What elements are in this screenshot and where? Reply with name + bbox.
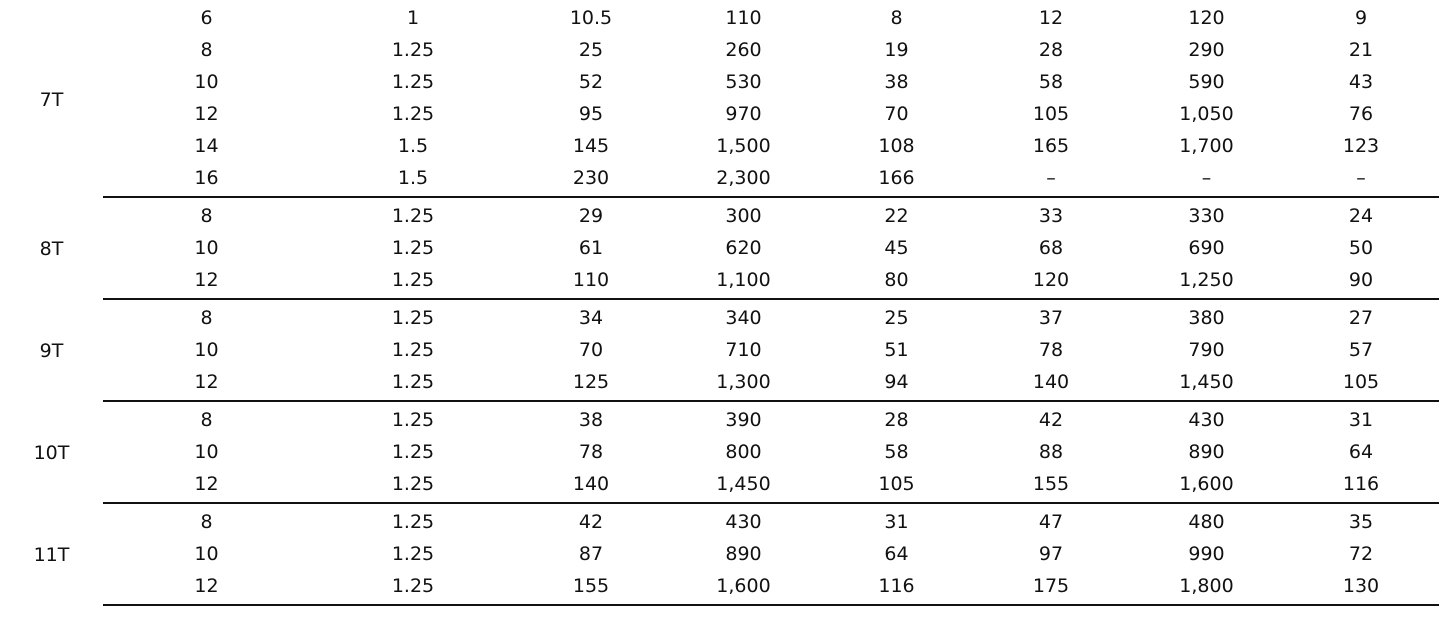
hex-torque-kgfcm-cell: 1,500 <box>716 135 771 157</box>
hex-torque-nm-cell: 29 <box>578 205 604 227</box>
hex-torque-ftlbf-cell: 31 <box>884 511 909 533</box>
hex-torque-nm-cell: 87 <box>578 543 604 565</box>
flange-torque-kgfcm-cell: 990 <box>1188 543 1225 565</box>
diameter-cell: 8 <box>200 39 213 61</box>
pitch-cell: 1.25 <box>310 468 516 503</box>
flange-torque-kgfcm-cell: 380 <box>1188 307 1225 329</box>
hex-torque-kgfcm-cell: 710 <box>725 339 762 361</box>
pitch-cell: 1.25 <box>391 39 435 61</box>
bolt-class-label: 9T <box>39 340 64 362</box>
hex-torque-ftlbf-cell: 94 <box>821 366 972 401</box>
flange-torque-nm-cell: 97 <box>1038 543 1064 565</box>
hex-torque-nm-cell: 78 <box>578 441 604 463</box>
pitch-cell: 1.5 <box>310 162 516 197</box>
flange-torque-nm-cell: 175 <box>972 570 1130 605</box>
flange-torque-kgfcm-cell: 1,450 <box>1130 366 1283 401</box>
diameter-cell: 12 <box>103 570 310 605</box>
hex-torque-ftlbf-cell: 116 <box>821 570 972 605</box>
pitch-cell: 1.25 <box>391 339 435 361</box>
flange-torque-nm-cell: 165 <box>1032 135 1070 157</box>
table-row <box>0 66 1439 98</box>
flange-torque-nm-cell: – <box>972 162 1130 197</box>
flange-torque-nm-cell: 88 <box>1038 441 1064 463</box>
diameter-cell: 8 <box>200 307 213 329</box>
table-row <box>0 538 1439 570</box>
hex-torque-nm-cell: 145 <box>572 135 610 157</box>
hex-torque-ftlbf-cell: 58 <box>884 441 909 463</box>
hex-torque-ftlbf-cell: 45 <box>884 237 909 259</box>
hex-torque-kgfcm-cell: 430 <box>725 511 762 533</box>
pitch-cell: 1.25 <box>391 103 435 125</box>
hex-torque-ftlbf-cell: 166 <box>821 162 972 197</box>
flange-torque-nm-cell: 78 <box>1038 339 1064 361</box>
table-row <box>0 197 1439 232</box>
flange-torque-ftlbf-cell: 24 <box>1348 205 1374 227</box>
hex-torque-nm-cell: 230 <box>516 162 666 197</box>
pitch-cell: 1.25 <box>391 237 435 259</box>
hex-torque-kgfcm-cell: 890 <box>725 543 762 565</box>
table-row <box>0 503 1439 538</box>
hex-torque-kgfcm-cell: 970 <box>725 103 762 125</box>
table-row <box>0 232 1439 264</box>
hex-torque-nm-cell: 140 <box>516 468 666 503</box>
diameter-cell: 10 <box>194 71 219 93</box>
flange-torque-kgfcm-cell: 1,250 <box>1130 264 1283 299</box>
bolt-class-group <box>0 299 1439 401</box>
diameter-cell: 12 <box>103 366 310 401</box>
flange-torque-kgfcm-cell: 890 <box>1188 441 1225 463</box>
hex-torque-nm-cell: 10.5 <box>569 7 613 29</box>
hex-torque-nm-cell: 155 <box>516 570 666 605</box>
bolt-class-label: 11T <box>33 544 70 566</box>
hex-torque-kgfcm-cell: 110 <box>725 7 762 29</box>
flange-torque-ftlbf-cell: 123 <box>1342 135 1380 157</box>
flange-torque-ftlbf-cell: 21 <box>1348 39 1374 61</box>
hex-torque-nm-cell: 70 <box>578 339 604 361</box>
diameter-cell: 8 <box>200 511 213 533</box>
hex-torque-nm-cell: 52 <box>578 71 604 93</box>
table-row <box>0 401 1439 436</box>
flange-torque-nm-cell: 37 <box>1038 307 1064 329</box>
flange-torque-kgfcm-cell: 590 <box>1188 71 1225 93</box>
diameter-cell: 10 <box>194 237 219 259</box>
flange-torque-ftlbf-cell: 43 <box>1348 71 1374 93</box>
flange-torque-ftlbf-cell: – <box>1283 162 1439 197</box>
table-row <box>0 98 1439 130</box>
flange-torque-ftlbf-cell: 64 <box>1348 441 1374 463</box>
table-row <box>0 468 1439 503</box>
hex-torque-kgfcm-cell: 390 <box>725 409 762 431</box>
hex-torque-ftlbf-cell: 38 <box>884 71 909 93</box>
table-row <box>0 299 1439 334</box>
hex-torque-ftlbf-cell: 22 <box>884 205 909 227</box>
flange-torque-ftlbf-cell: 105 <box>1283 366 1439 401</box>
flange-torque-ftlbf-cell: 116 <box>1283 468 1439 503</box>
flange-torque-kgfcm-cell: 1,050 <box>1179 103 1234 125</box>
flange-torque-nm-cell: 58 <box>1038 71 1064 93</box>
diameter-cell: 6 <box>200 7 213 29</box>
hex-torque-ftlbf-cell: 105 <box>821 468 972 503</box>
bolt-class-label: 8T <box>39 238 64 260</box>
flange-torque-nm-cell: 140 <box>972 366 1130 401</box>
flange-torque-ftlbf-cell: 76 <box>1348 103 1374 125</box>
flange-torque-ftlbf-cell: 31 <box>1348 409 1374 431</box>
table-row <box>0 0 1439 34</box>
bolt-class-group <box>0 401 1439 503</box>
bolt-class-group <box>0 503 1439 605</box>
hex-torque-kgfcm-cell: 530 <box>725 71 762 93</box>
bolt-class-group <box>0 0 1439 197</box>
table-row <box>0 366 1439 401</box>
table-row <box>0 334 1439 366</box>
hex-torque-ftlbf-cell: 80 <box>821 264 972 299</box>
bolt-class-label: 10T <box>33 442 70 464</box>
hex-torque-nm-cell: 42 <box>578 511 604 533</box>
hex-torque-nm-cell: 125 <box>516 366 666 401</box>
pitch-cell: 1.25 <box>391 205 435 227</box>
table-row <box>0 162 1439 197</box>
hex-torque-ftlbf-cell: 70 <box>884 103 909 125</box>
hex-torque-ftlbf-cell: 19 <box>884 39 909 61</box>
flange-torque-ftlbf-cell: 72 <box>1348 543 1374 565</box>
diameter-cell: 10 <box>194 339 219 361</box>
bolt-class-label: 7T <box>39 88 64 111</box>
pitch-cell: 1.25 <box>391 307 435 329</box>
pitch-cell: 1.25 <box>391 409 435 431</box>
flange-torque-nm-cell: 68 <box>1038 237 1064 259</box>
diameter-cell: 12 <box>194 103 219 125</box>
flange-torque-kgfcm-cell: 480 <box>1188 511 1225 533</box>
hex-torque-kgfcm-cell: 800 <box>725 441 762 463</box>
hex-torque-ftlbf-cell: 51 <box>884 339 909 361</box>
hex-torque-kgfcm-cell: 620 <box>725 237 762 259</box>
table-row <box>0 570 1439 605</box>
hex-torque-kgfcm-cell: 1,100 <box>666 264 821 299</box>
table-row <box>0 34 1439 66</box>
hex-torque-kgfcm-cell: 1,300 <box>666 366 821 401</box>
flange-torque-kgfcm-cell: – <box>1130 162 1283 197</box>
pitch-cell: 1.25 <box>310 570 516 605</box>
table-row <box>0 436 1439 468</box>
flange-torque-ftlbf-cell: 57 <box>1348 339 1374 361</box>
pitch-cell: 1.25 <box>391 543 435 565</box>
flange-torque-ftlbf-cell: 27 <box>1348 307 1374 329</box>
diameter-cell: 8 <box>200 409 213 431</box>
hex-torque-kgfcm-cell: 300 <box>725 205 762 227</box>
flange-torque-kgfcm-cell: 430 <box>1188 409 1225 431</box>
flange-torque-ftlbf-cell: 35 <box>1348 511 1374 533</box>
hex-torque-nm-cell: 34 <box>578 307 604 329</box>
hex-torque-nm-cell: 38 <box>578 409 604 431</box>
hex-torque-nm-cell: 95 <box>578 103 604 125</box>
diameter-cell: 12 <box>103 468 310 503</box>
flange-torque-nm-cell: 47 <box>1038 511 1064 533</box>
flange-torque-nm-cell: 105 <box>1032 103 1070 125</box>
diameter-cell: 8 <box>200 205 213 227</box>
flange-torque-nm-cell: 12 <box>1038 7 1064 29</box>
flange-torque-nm-cell: 28 <box>1038 39 1064 61</box>
flange-torque-kgfcm-cell: 790 <box>1188 339 1225 361</box>
diameter-cell: 16 <box>103 162 310 197</box>
pitch-cell: 1.25 <box>391 511 435 533</box>
hex-torque-ftlbf-cell: 108 <box>878 135 915 157</box>
hex-torque-kgfcm-cell: 1,600 <box>666 570 821 605</box>
hex-torque-kgfcm-cell: 340 <box>725 307 762 329</box>
bolt-class-group <box>0 197 1439 299</box>
hex-torque-nm-cell: 25 <box>578 39 604 61</box>
hex-torque-ftlbf-cell: 25 <box>884 307 909 329</box>
hex-torque-nm-cell: 110 <box>516 264 666 299</box>
flange-torque-kgfcm-cell: 330 <box>1188 205 1225 227</box>
flange-torque-kgfcm-cell: 1,700 <box>1179 135 1234 157</box>
flange-torque-nm-cell: 42 <box>1038 409 1064 431</box>
hex-torque-ftlbf-cell: 28 <box>884 409 909 431</box>
flange-torque-ftlbf-cell: 9 <box>1354 7 1368 29</box>
pitch-cell: 1.25 <box>310 264 516 299</box>
hex-torque-kgfcm-cell: 1,450 <box>666 468 821 503</box>
hex-torque-kgfcm-cell: 2,300 <box>666 162 821 197</box>
pitch-cell: 1.5 <box>397 135 429 157</box>
flange-torque-ftlbf-cell: 90 <box>1283 264 1439 299</box>
flange-torque-nm-cell: 155 <box>972 468 1130 503</box>
hex-torque-kgfcm-cell: 260 <box>725 39 762 61</box>
flange-torque-kgfcm-cell: 690 <box>1188 237 1225 259</box>
hex-torque-ftlbf-cell: 8 <box>890 7 903 29</box>
flange-torque-ftlbf-cell: 50 <box>1348 237 1374 259</box>
flange-torque-ftlbf-cell: 130 <box>1283 570 1439 605</box>
flange-torque-nm-cell: 33 <box>1038 205 1064 227</box>
flange-torque-kgfcm-cell: 1,600 <box>1130 468 1283 503</box>
hex-torque-nm-cell: 61 <box>578 237 604 259</box>
pitch-cell: 1.25 <box>391 71 435 93</box>
table-row <box>0 264 1439 299</box>
diameter-cell: 10 <box>194 441 219 463</box>
pitch-cell: 1 <box>406 7 420 29</box>
flange-torque-nm-cell: 120 <box>972 264 1130 299</box>
flange-torque-kgfcm-cell: 1,800 <box>1130 570 1283 605</box>
hex-torque-ftlbf-cell: 64 <box>884 543 909 565</box>
pitch-cell: 1.25 <box>391 441 435 463</box>
diameter-cell: 14 <box>194 135 219 157</box>
pitch-cell: 1.25 <box>310 366 516 401</box>
diameter-cell: 10 <box>194 543 219 565</box>
flange-torque-kgfcm-cell: 120 <box>1188 7 1225 29</box>
table-row <box>0 130 1439 162</box>
diameter-cell: 12 <box>103 264 310 299</box>
flange-torque-kgfcm-cell: 290 <box>1188 39 1225 61</box>
